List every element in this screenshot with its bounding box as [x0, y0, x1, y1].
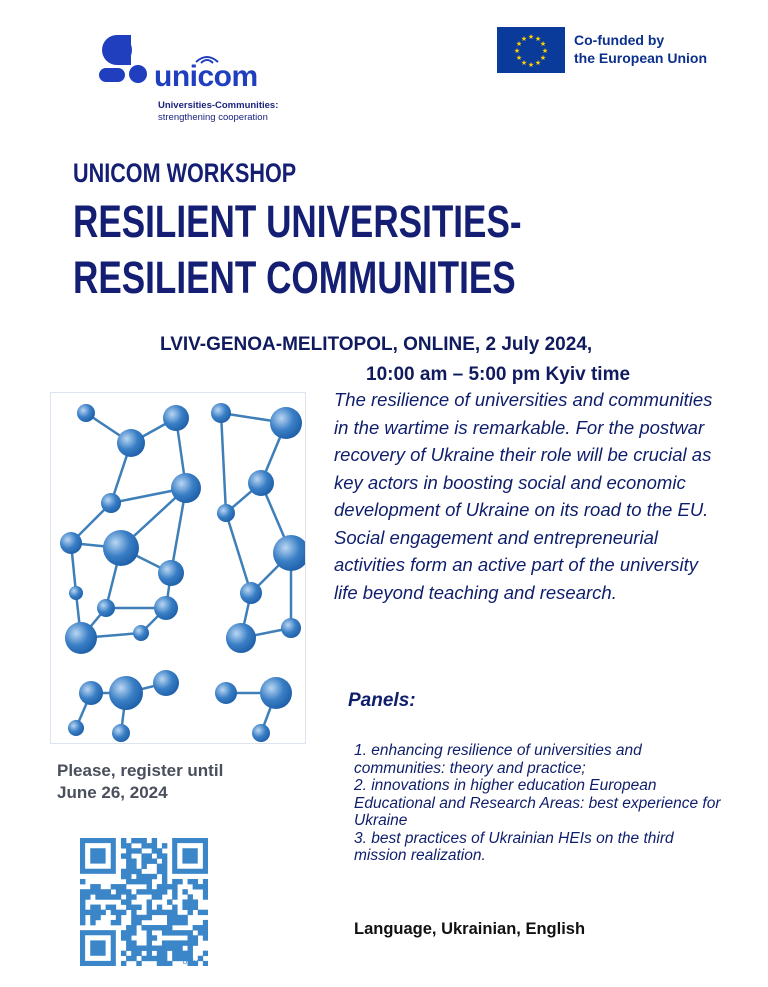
qr-module [193, 879, 198, 884]
qr-module [193, 940, 198, 945]
title-line-1: RESILIENT UNIVERSITIES- [73, 196, 522, 247]
title-line-2: RESILIENT COMMUNITIES [73, 252, 516, 303]
svg-text:★: ★ [534, 35, 542, 43]
qr-module [141, 858, 146, 863]
qr-module [203, 951, 208, 956]
qr-module [126, 843, 131, 848]
qr-module [126, 853, 131, 858]
qr-module [188, 946, 193, 951]
qr-module [136, 946, 141, 951]
logo-tagline: strengthening cooperation [158, 112, 268, 123]
qr-module [167, 925, 172, 930]
qr-module [152, 946, 157, 951]
qr-caption: bitly [182, 958, 198, 966]
qr-module [131, 930, 136, 935]
qr-module [177, 915, 182, 920]
qr-module [188, 910, 193, 915]
qr-module [182, 930, 187, 935]
panels-list [354, 742, 724, 865]
qr-module [167, 899, 172, 904]
qr-module [172, 930, 177, 935]
qr-module [126, 935, 131, 940]
qr-module [147, 874, 152, 879]
qr-module [90, 920, 95, 925]
qr-module [141, 838, 146, 843]
qr-module [162, 961, 167, 966]
qr-module [162, 874, 167, 879]
qr-module [141, 915, 146, 920]
workshop-description: The resilience of universities and communities in the wartime is remarkable. For the postwar recovery of Ukraine their role will be crucial as key actors in boosting social and economic development of Ukraine on its road to the EU. Social engagement and entrepreneurial activities form an active part of the university life beyond teaching and research. [334, 389, 713, 603]
panel-item-2: 2. innovations in higher education European Educational and Research Areas: best experience for Ukraine [354, 777, 721, 829]
qr-module [172, 884, 177, 889]
qr-module [136, 874, 141, 879]
qr-module [162, 951, 167, 956]
panels-heading: Panels: [348, 690, 416, 711]
qr-module [131, 869, 136, 874]
qr-module [167, 915, 172, 920]
qr-module [141, 946, 146, 951]
svg-text:★: ★ [515, 54, 523, 62]
qr-module [162, 910, 167, 915]
qr-module [152, 848, 157, 853]
qr-module [95, 894, 100, 899]
qr-module [157, 894, 162, 899]
qr-module [193, 899, 198, 904]
unicom-logo-mark [96, 34, 156, 84]
qr-module [182, 915, 187, 920]
qr-module [80, 910, 85, 915]
qr-module [116, 910, 121, 915]
qr-module [188, 940, 193, 945]
qr-module [147, 940, 152, 945]
event-location-date: LVIV-GENOA-MELITOPOL, ONLINE, 2 July 2024, [160, 334, 593, 355]
qr-module [106, 905, 111, 910]
qr-module [162, 956, 167, 961]
qr-module [147, 889, 152, 894]
qr-module [141, 874, 146, 879]
qr-module [152, 858, 157, 863]
qr-module [182, 905, 187, 910]
logo-wordmark: unicom [154, 60, 258, 93]
svg-text:★: ★ [527, 61, 535, 69]
qr-module [80, 920, 85, 925]
qr-module [188, 930, 193, 935]
qr-module [152, 843, 157, 848]
qr-module [131, 940, 136, 945]
qr-module [106, 894, 111, 899]
qr-module [80, 899, 85, 904]
qr-module [85, 894, 90, 899]
qr-module [126, 879, 131, 884]
qr-module [152, 935, 157, 940]
qr-module [162, 869, 167, 874]
qr-module [172, 956, 177, 961]
qr-module [136, 889, 141, 894]
qr-module [131, 910, 136, 915]
registration-line-2: June 26, 2024 [57, 783, 168, 802]
qr-module [157, 961, 162, 966]
qr-module [147, 935, 152, 940]
qr-module [80, 905, 85, 910]
qr-module [141, 853, 146, 858]
qr-module [111, 910, 116, 915]
svg-text:★: ★ [539, 40, 547, 48]
qr-module [182, 920, 187, 925]
qr-module [141, 925, 146, 930]
qr-module [203, 894, 208, 899]
svg-text:★: ★ [539, 54, 547, 62]
svg-text:★: ★ [527, 33, 535, 41]
qr-module [167, 884, 172, 889]
qr-module [126, 864, 131, 869]
qr-module [136, 915, 141, 920]
qr-module [116, 915, 121, 920]
qr-module [126, 905, 131, 910]
qr-module [203, 920, 208, 925]
qr-code-graphic[interactable] [80, 838, 208, 966]
qr-module [188, 899, 193, 904]
qr-module [131, 905, 136, 910]
qr-module [131, 848, 136, 853]
qr-module [162, 858, 167, 863]
qr-module [136, 848, 141, 853]
qr-module [95, 884, 100, 889]
qr-module [95, 889, 100, 894]
qr-module [177, 946, 182, 951]
network-graphic [51, 393, 305, 743]
qr-module [136, 869, 141, 874]
qr-module [157, 905, 162, 910]
qr-module [131, 879, 136, 884]
qr-module [111, 884, 116, 889]
qr-module [126, 946, 131, 951]
qr-module [203, 910, 208, 915]
qr-module [100, 894, 105, 899]
eu-line-1: Co-funded by [574, 32, 665, 48]
qr-module [193, 884, 198, 889]
qr-module [80, 915, 85, 920]
qr-module [80, 879, 85, 884]
qr-module [167, 961, 172, 966]
qr-module [152, 910, 157, 915]
qr-module [80, 894, 85, 899]
qr-module [121, 853, 126, 858]
qr-module [167, 910, 172, 915]
qr-module [131, 925, 136, 930]
qr-module [177, 920, 182, 925]
qr-module [203, 879, 208, 884]
svg-text:★: ★ [515, 40, 523, 48]
qr-module [141, 889, 146, 894]
qr-module [116, 884, 121, 889]
qr-module [193, 935, 198, 940]
qr-module [136, 879, 141, 884]
panel-item-1: 1. enhancing resilience of universities and communities: theory and practice; [354, 742, 642, 777]
qr-module [152, 894, 157, 899]
qr-finder-pattern [182, 848, 197, 863]
qr-module [203, 930, 208, 935]
qr-module [100, 910, 105, 915]
qr-module [172, 946, 177, 951]
qr-module [203, 925, 208, 930]
qr-module [198, 956, 203, 961]
qr-module [126, 889, 131, 894]
qr-module [152, 925, 157, 930]
qr-module [90, 884, 95, 889]
qr-module [203, 935, 208, 940]
panel-item-3: 3. best practices of Ukrainian HEIs on the third mission realization. [354, 829, 674, 864]
qr-module [147, 853, 152, 858]
qr-module [172, 905, 177, 910]
qr-module [111, 920, 116, 925]
qr-module [172, 951, 177, 956]
qr-module [126, 940, 131, 945]
qr-module [126, 956, 131, 961]
eu-cofunded-label [574, 31, 707, 67]
qr-module [198, 884, 203, 889]
qr-module [147, 925, 152, 930]
qr-module [147, 930, 152, 935]
unicom-logo [96, 34, 296, 126]
qr-module [172, 920, 177, 925]
qr-module [162, 925, 167, 930]
qr-module [157, 869, 162, 874]
qr-module [121, 889, 126, 894]
qr-module [141, 956, 146, 961]
qr-module [136, 951, 141, 956]
qr-module [131, 920, 136, 925]
qr-module [157, 956, 162, 961]
qr-module [182, 889, 187, 894]
qr-module [116, 920, 121, 925]
qr-module [162, 843, 167, 848]
qr-module [198, 925, 203, 930]
qr-module [157, 889, 162, 894]
qr-module [167, 940, 172, 945]
eu-flag-icon [497, 27, 565, 73]
network-molecule-image [50, 392, 306, 744]
qr-finder-pattern [90, 848, 105, 863]
qr-module [152, 874, 157, 879]
qr-module [203, 884, 208, 889]
registration-line-1: Please, register until [57, 761, 224, 780]
qr-module [90, 889, 95, 894]
qr-module [182, 951, 187, 956]
qr-module [131, 946, 136, 951]
qr-module [147, 858, 152, 863]
qr-module [188, 951, 193, 956]
logo-tagline-bold: Universities-Communities: [158, 100, 279, 111]
qr-module [141, 879, 146, 884]
qr-module [188, 894, 193, 899]
qr-module [126, 925, 131, 930]
qr-module [177, 879, 182, 884]
qr-module [188, 905, 193, 910]
svg-text:★: ★ [534, 59, 542, 67]
qr-module [136, 838, 141, 843]
qr-module [80, 889, 85, 894]
qr-module [177, 940, 182, 945]
qr-module [136, 961, 141, 966]
qr-module [193, 925, 198, 930]
qr-module [177, 930, 182, 935]
qr-module [121, 899, 126, 904]
qr-module [95, 905, 100, 910]
qr-module [100, 889, 105, 894]
qr-module [157, 864, 162, 869]
eu-stars [497, 27, 565, 73]
event-time: 10:00 am – 5:00 pm Kyiv time [366, 364, 631, 385]
qr-module [121, 930, 126, 935]
qr-module [162, 940, 167, 945]
qr-module [121, 843, 126, 848]
qr-module [126, 848, 131, 853]
qr-module [111, 894, 116, 899]
qr-module [162, 879, 167, 884]
qr-module [85, 910, 90, 915]
qr-module [136, 920, 141, 925]
qr-module [172, 940, 177, 945]
qr-module [147, 956, 152, 961]
qr-module [106, 889, 111, 894]
qr-module [203, 961, 208, 966]
qr-module [121, 874, 126, 879]
qr-module [90, 905, 95, 910]
qr-module [157, 848, 162, 853]
qr-module [141, 843, 146, 848]
qr-module [172, 915, 177, 920]
svg-text:★: ★ [520, 59, 528, 67]
svg-text:★: ★ [513, 47, 521, 55]
qr-module [121, 951, 126, 956]
qr-module [182, 899, 187, 904]
qr-module [147, 905, 152, 910]
qr-module [157, 946, 162, 951]
qr-module [172, 910, 177, 915]
svg-text:★: ★ [541, 47, 549, 55]
qr-module [147, 951, 152, 956]
qr-module [147, 884, 152, 889]
qr-module [131, 915, 136, 920]
qr-module [131, 951, 136, 956]
qr-module [203, 889, 208, 894]
qr-module [147, 879, 152, 884]
qr-module [198, 930, 203, 935]
qr-module [167, 946, 172, 951]
qr-module [131, 956, 136, 961]
qr-module [131, 858, 136, 863]
svg-text:★: ★ [520, 35, 528, 43]
qr-module [131, 838, 136, 843]
qr-module [162, 930, 167, 935]
qr-module [111, 905, 116, 910]
qr-module [157, 951, 162, 956]
qr-module [182, 940, 187, 945]
qr-module [121, 869, 126, 874]
qr-module [188, 879, 193, 884]
qr-module [162, 889, 167, 894]
qr-module [162, 864, 167, 869]
qr-module [90, 910, 95, 915]
workshop-subtitle: UNICOM WORKSHOP [73, 158, 297, 188]
qr-module [198, 910, 203, 915]
qr-finder-pattern [90, 940, 105, 955]
qr-module [121, 935, 126, 940]
qr-module [172, 889, 177, 894]
eu-line-2: the European Union [574, 50, 707, 66]
qr-module [147, 910, 152, 915]
qr-module [157, 884, 162, 889]
qr-module [121, 838, 126, 843]
qr-module [85, 889, 90, 894]
qr-module [95, 915, 100, 920]
qr-module [116, 894, 121, 899]
qr-module [90, 915, 95, 920]
qr-module [121, 884, 126, 889]
qr-module [157, 910, 162, 915]
qr-module [95, 910, 100, 915]
qr-module [147, 946, 152, 951]
qr-module [147, 899, 152, 904]
qr-module [147, 915, 152, 920]
qr-module [141, 864, 146, 869]
qr-module [152, 838, 157, 843]
qr-module [136, 905, 141, 910]
qr-module [167, 930, 172, 935]
qr-module [121, 910, 126, 915]
qr-module [126, 869, 131, 874]
qr-module [157, 925, 162, 930]
language-info: Language, Ukrainian, English [354, 920, 586, 938]
qr-module [126, 858, 131, 863]
qr-module [152, 889, 157, 894]
qr-module [172, 894, 177, 899]
registration-qr-code[interactable] [80, 838, 208, 966]
qr-module [162, 946, 167, 951]
qr-module [177, 951, 182, 956]
qr-module [126, 894, 131, 899]
qr-module [193, 905, 198, 910]
qr-module [116, 889, 121, 894]
qr-module [162, 853, 167, 858]
qr-module [152, 956, 157, 961]
qr-module [188, 935, 193, 940]
qr-module [121, 961, 126, 966]
qr-module [162, 884, 167, 889]
qr-module [131, 894, 136, 899]
qr-module [157, 853, 162, 858]
qr-module [126, 930, 131, 935]
qr-module [126, 899, 131, 904]
qr-module [167, 920, 172, 925]
registration-deadline [57, 760, 223, 804]
qr-module [131, 864, 136, 869]
qr-module [147, 843, 152, 848]
qr-module [126, 874, 131, 879]
qr-module [172, 879, 177, 884]
